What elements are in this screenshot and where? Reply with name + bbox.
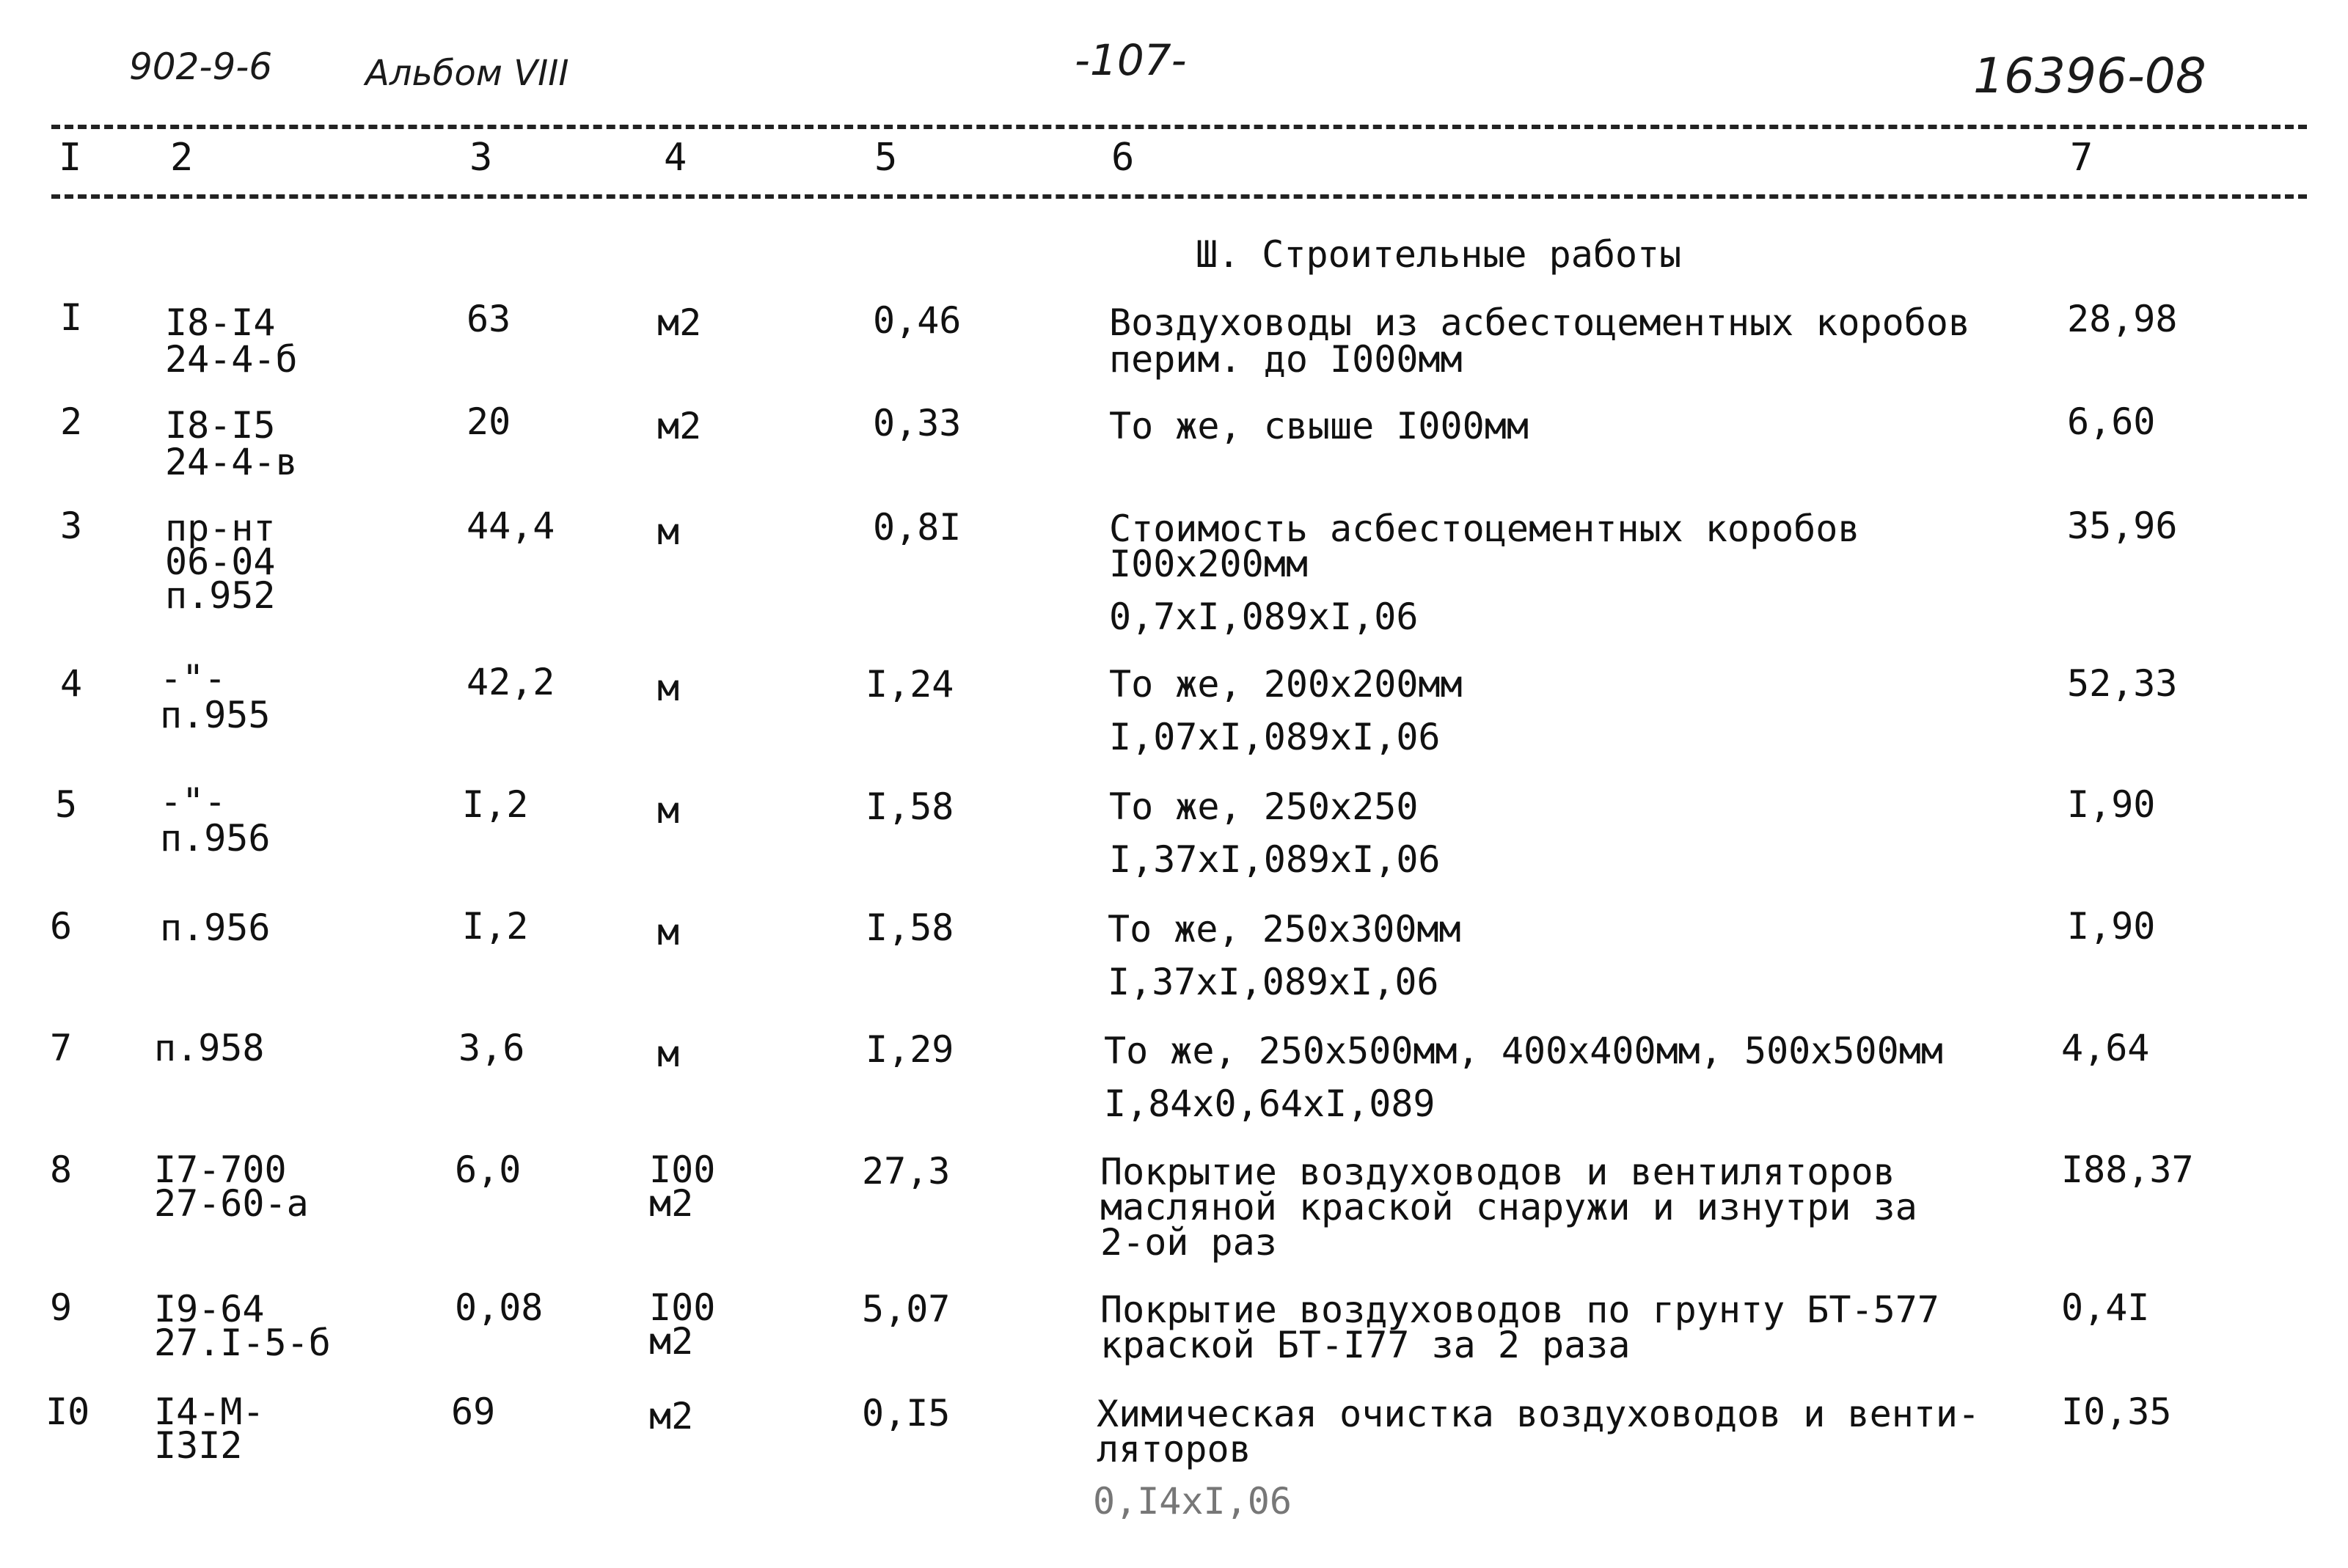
row-ref-line: пр-нт	[165, 507, 276, 549]
row-desc-line: 2-ой раз	[1100, 1221, 1277, 1264]
row-number: I	[60, 296, 83, 339]
row-ref-line: п.956	[160, 817, 271, 860]
doc-number: 16396-08	[1973, 48, 2206, 104]
row-price: 0,46	[873, 299, 962, 342]
cut-off-formula: 0,I4xI,06	[1093, 1480, 1292, 1523]
row-description	[1100, 1289, 1939, 1366]
row-total: I0,35	[2061, 1391, 2172, 1433]
row-ref-line: 27-60-а	[154, 1182, 309, 1225]
row-unit	[657, 1033, 680, 1075]
row-qty: 63	[467, 298, 511, 340]
row-total: 28,98	[2067, 298, 2178, 340]
row-formula: I,37xI,089xI,06	[1109, 838, 1441, 881]
row-price: I,24	[866, 663, 954, 706]
header-rule-top	[51, 125, 2307, 129]
row-qty: 3,6	[458, 1027, 525, 1069]
col-header-6: 6	[1111, 136, 1135, 180]
row-unit	[657, 789, 680, 832]
row-price: I,58	[866, 906, 954, 949]
row-formula: I,37xI,089xI,06	[1108, 961, 1439, 1003]
row-ref	[160, 906, 271, 949]
row-unit-line: м2	[657, 301, 702, 344]
row-unit	[657, 510, 680, 553]
row-description	[1109, 663, 1463, 706]
row-price: I,58	[866, 785, 954, 828]
row-unit-line: м	[657, 510, 680, 553]
row-ref-line: I4-М-	[154, 1391, 265, 1433]
row-ref-line: 24-4-в	[165, 441, 298, 483]
row-ref	[165, 301, 298, 381]
row-number: 9	[50, 1286, 73, 1329]
row-unit-line: м2	[649, 1320, 694, 1363]
row-formula: I,07xI,089xI,06	[1109, 716, 1441, 758]
row-number: 7	[50, 1027, 73, 1069]
row-ref	[165, 507, 276, 617]
album-label: Альбом VIII	[365, 53, 569, 94]
row-ref-line: п.956	[160, 906, 271, 949]
row-desc-line: масляной краской снаружи и изнутри за	[1100, 1186, 1917, 1228]
row-unit-line: м2	[657, 405, 702, 447]
row-description	[1100, 1151, 1917, 1264]
row-unit	[657, 667, 680, 709]
row-total: I88,37	[2061, 1148, 2194, 1191]
row-qty: 0,08	[455, 1286, 544, 1329]
header-rule-bottom	[51, 194, 2307, 199]
row-qty: 20	[467, 400, 511, 443]
row-description	[1109, 508, 1860, 585]
row-desc-line: Покрытие воздуховодов по грунту БТ-577	[1100, 1289, 1939, 1331]
row-description	[1109, 301, 1970, 381]
row-number: 6	[50, 905, 73, 948]
row-ref-line: 06-04	[165, 541, 276, 583]
row-ref	[154, 1148, 309, 1225]
row-description	[1108, 908, 1461, 950]
row-qty: 44,4	[467, 505, 555, 547]
row-unit-line: м	[657, 667, 680, 709]
page-number: -107-	[1075, 35, 1187, 85]
row-unit-line: м	[657, 789, 680, 832]
row-number: 5	[55, 783, 78, 826]
row-price: 27,3	[862, 1150, 951, 1193]
row-unit-line: м2	[649, 1182, 694, 1225]
row-desc-line: То же, 250x300мм	[1108, 908, 1461, 950]
row-number: 3	[60, 505, 83, 547]
col-header-2: 2	[170, 136, 194, 180]
row-unit	[649, 1148, 716, 1225]
row-total: 35,96	[2067, 505, 2178, 547]
section-title: Ш. Строительные работы	[1196, 233, 1682, 276]
row-desc-line: I00x200мм	[1109, 543, 1308, 585]
row-desc-line: краской БТ-I77 за 2 раза	[1100, 1324, 1631, 1366]
row-desc-line: То же, 250x250	[1109, 785, 1419, 828]
col-header-4: 4	[664, 136, 687, 180]
row-description	[1109, 405, 1529, 447]
row-qty: I,2	[462, 905, 529, 948]
row-unit-line: м2	[649, 1395, 694, 1437]
row-qty: 6,0	[455, 1148, 522, 1191]
col-header-1: I	[59, 136, 82, 180]
row-qty: I,2	[462, 783, 529, 826]
row-unit	[657, 405, 702, 447]
row-description	[1097, 1393, 1981, 1470]
row-total: 6,60	[2067, 400, 2156, 443]
row-number: 4	[60, 662, 83, 705]
row-unit-line: м	[657, 1033, 680, 1075]
col-header-5: 5	[874, 136, 898, 180]
row-unit	[649, 1286, 716, 1363]
doc-code: 902-9-6	[129, 45, 273, 88]
row-formula: I,84x0,64xI,089	[1104, 1082, 1436, 1125]
row-ref-line: I7-700	[154, 1148, 287, 1191]
row-desc-line: Воздуховоды из асбестоцементных коробов	[1109, 301, 1970, 344]
col-header-3: 3	[469, 136, 493, 180]
row-number: 2	[60, 400, 83, 443]
row-price: 0,I5	[862, 1392, 951, 1435]
row-desc-line: То же, свыше I000мм	[1109, 405, 1529, 447]
row-ref-line: -"-	[160, 780, 227, 823]
row-ref-line: п.958	[154, 1027, 265, 1069]
row-total: I,90	[2067, 783, 2156, 826]
row-desc-line: Стоимость асбестоцементных коробов	[1109, 508, 1860, 550]
row-unit-line: I00	[649, 1148, 716, 1191]
row-qty: 42,2	[467, 661, 555, 703]
row-ref-line: п.955	[160, 694, 271, 736]
row-unit	[657, 301, 702, 344]
row-number: I0	[45, 1391, 90, 1433]
row-ref	[154, 1391, 265, 1467]
row-desc-line: Покрытие воздуховодов и вентиляторов	[1100, 1151, 1895, 1193]
row-ref	[160, 780, 271, 860]
row-ref	[154, 1027, 265, 1069]
col-header-7: 7	[2070, 136, 2093, 180]
row-formula: 0,7xI,089xI,06	[1109, 596, 1419, 638]
row-desc-line: То же, 250x500мм, 400x400мм, 500x500мм	[1104, 1030, 1943, 1072]
row-price: 0,8I	[873, 506, 962, 549]
row-desc-line: ляторов	[1097, 1428, 1251, 1470]
row-desc-line: Химическая очистка воздуховодов и венти-	[1097, 1393, 1981, 1435]
row-total: 4,64	[2061, 1027, 2150, 1069]
row-ref	[165, 404, 298, 483]
row-unit-line: I00	[649, 1286, 716, 1329]
row-ref-line: I8-I4	[165, 301, 276, 344]
row-ref	[154, 1288, 331, 1364]
row-ref-line: I9-64	[154, 1288, 265, 1330]
row-ref-line: 24-4-б	[165, 338, 298, 381]
row-ref	[160, 657, 271, 736]
row-ref-line: 27.I-5-б	[154, 1322, 331, 1364]
row-price: 0,33	[873, 402, 962, 444]
row-total: I,90	[2067, 905, 2156, 948]
row-unit	[649, 1395, 694, 1437]
row-desc-line: То же, 200x200мм	[1109, 663, 1463, 706]
row-number: 8	[50, 1148, 73, 1191]
row-ref-line: I3I2	[154, 1424, 243, 1467]
row-qty: 69	[451, 1391, 496, 1433]
row-description	[1104, 1030, 1943, 1072]
row-total: 0,4I	[2061, 1286, 2150, 1329]
row-description	[1109, 785, 1419, 828]
row-ref-line: I8-I5	[165, 404, 276, 447]
row-price: I,29	[866, 1028, 954, 1071]
row-unit-line: м	[657, 911, 680, 953]
row-ref-line: п.952	[165, 574, 276, 617]
row-desc-line: перим. до I000мм	[1109, 338, 1463, 381]
row-ref-line: -"-	[160, 657, 227, 700]
row-price: 5,07	[862, 1288, 951, 1330]
row-total: 52,33	[2067, 662, 2178, 705]
row-unit	[657, 911, 680, 953]
